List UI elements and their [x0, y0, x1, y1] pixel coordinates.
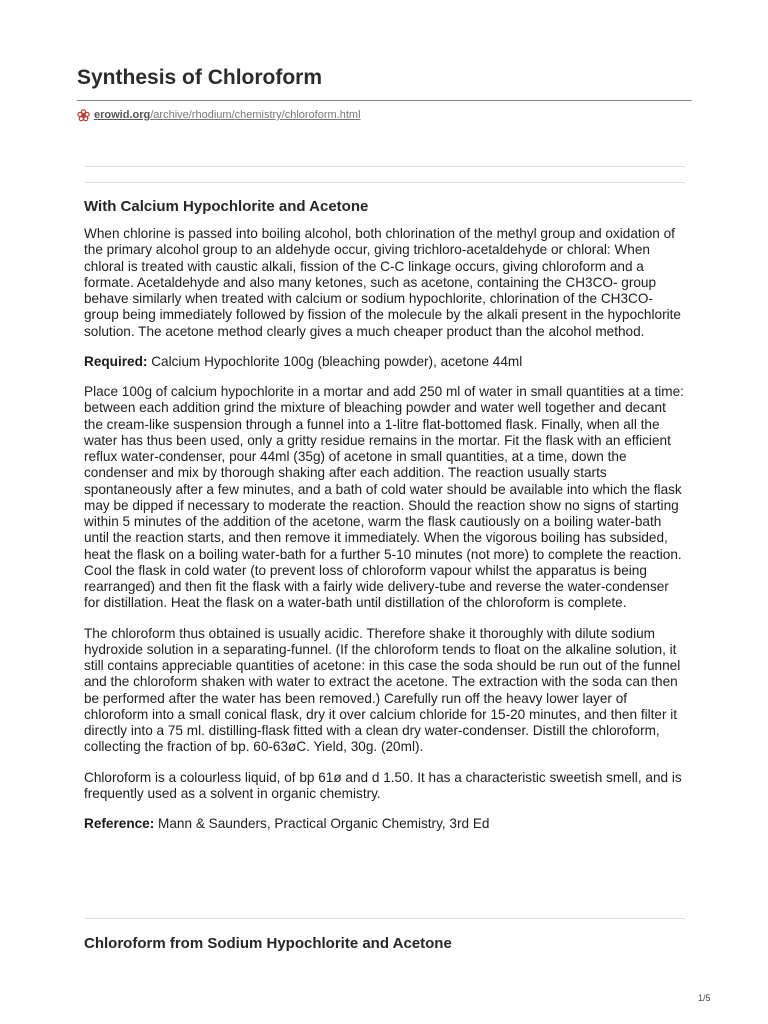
reference-label: Reference: [84, 816, 155, 831]
required-text: Calcium Hypochlorite 100g (bleaching powder), acetone 44ml [147, 353, 523, 369]
page-title: Synthesis of Chloroform [77, 66, 323, 89]
source-domain-link[interactable]: erowid.org [94, 109, 151, 121]
required-paragraph [84, 354, 687, 370]
page-number: 1/5 [698, 993, 711, 1003]
title-divider [77, 100, 692, 101]
source-url[interactable] [77, 107, 361, 123]
procedure-paragraph: Place 100g of calcium hypochlorite in a mortar and add 250 ml of water in small quantities at a time: between each addition grind the mixture of bleaching powder and water well together and decant the cream-like suspension through a funnel into a 1-litre flat-bottomed flask. Finally, when all the water has thus been used, only a gritty residue remains in the mortar. Fit the flask with an efficient reflux water-condenser, pour 44ml (35g) of acetone in small quantities, at a time, down the condenser and mix by thorough shaking after each addition. The reaction usually starts spontaneously after a few minutes, and a bath of cold water should be available into which the flask may be dipped if necessary to moderate the reaction. Should the reaction show no signs of starting within 5 minutes of the addition of the acetone, warm the flask cautiously on a boiling water-bath until the reaction starts, and then remove it immediately. When the vigorous boiling has subsided, heat the flask on a boiling water-bath for a further 5-10 minutes (not more) to complete the reaction. Cool the flask in cold water (to prevent loss of chloroform vapour whilst the apparatus is being rearranged) and then fit the flask with a fairly wide delivery-tube and reverse the water-condenser for distillation. Heat the flask on a water-bath until distillation of the chloroform is complete. [84, 384, 684, 611]
divider [84, 166, 685, 167]
purification-paragraph: The chloroform thus obtained is usually acidic. Therefore shake it thoroughly with dilute sodium hydroxide solution in a separating-funnel. (If the chloroform tends to float on the alkaline solution, it still contains appreciable quantities of acetone: in this case the soda should be run out of the funnel and the chloroform shaken with water to extract the acetone. The extraction with the soda can then be performed after the water has been removed.) Carefully run off the heavy lower layer of chloroform into a small conical flask, dry it over calcium chloride for 15-20 minutes, and then filter it directly into a 75 ml. distilling-flask fitted with a clean dry water-condenser. Distill the chloroform, collecting the fraction of bp. 60-63øC. Yield, 30g. (20ml). [84, 625, 681, 755]
required-label: Required: [84, 353, 148, 369]
section-heading: With Calcium Hypochlorite and Acetone [84, 198, 369, 215]
section-heading-2: Chloroform from Sodium Hypochlorite and Acetone [84, 935, 452, 952]
intro-paragraph: When chlorine is passed into boiling alcohol, both chlorination of the methyl group and oxidation of the primary alcohol group to an aldehyde occur, giving trichloro-acetaldehyde or chloral: When chloral is treated with caustic alkali, fission of the C-C linkage occurs, giving chloroform and a formate. Acetaldehyde and also many ketones, such as acetone, containing the CH3CO- group behave similarly when treated with calcium or sodium hypochlorite, chlorination of the CH3CO- group being immediately followed by fission of the molecule by the alkali present in the hypochlorite solution. The acetone method clearly gives a much cheaper product than the alcohol method. [84, 226, 681, 339]
reference-paragraph [84, 816, 687, 832]
article-body [84, 198, 687, 846]
divider [84, 918, 685, 919]
properties-paragraph: Chloroform is a colourless liquid, of bp 61ø and d 1.50. It has a characteristic sweetish smell, and is frequently used as a solvent in organic chemistry. [84, 769, 682, 801]
source-path-link[interactable]: /archive/rhodium/chemistry/chloroform.html [150, 109, 361, 121]
erowid-flower-icon [77, 109, 90, 122]
divider [84, 182, 685, 183]
reference-text: Mann & Saunders, Practical Organic Chemistry, 3rd Ed [154, 816, 490, 831]
